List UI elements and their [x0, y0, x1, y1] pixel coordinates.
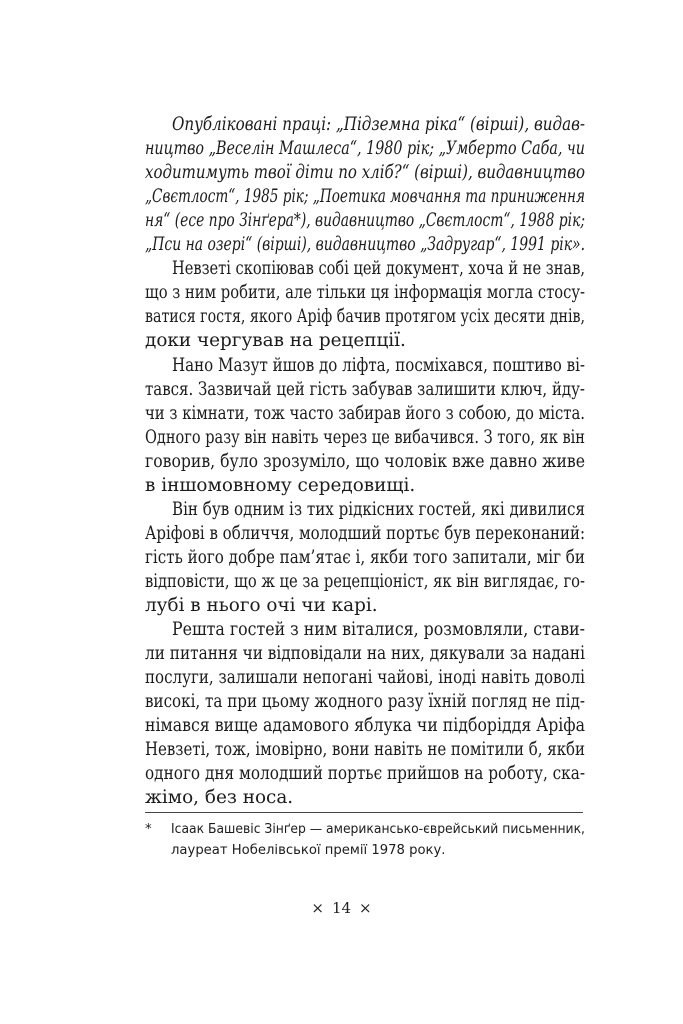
- line-text: послуги, залишали непогані чайові, іноді навіть доволі: [145, 667, 585, 688]
- line-text: високі, та при цьому жодного разу їхній погляд не під-: [145, 691, 585, 712]
- line-text: жімо, без носа.: [145, 787, 294, 808]
- text-line: [0, 450, 683, 474]
- text-line: [0, 642, 683, 666]
- text-line: [0, 426, 683, 450]
- text-line: [0, 257, 683, 281]
- footnote-text: лауреат Нобелівської премії 1978 року.: [171, 843, 446, 858]
- line-text: гість його добре пам’ятає і, якби того запитали, міг би: [145, 547, 586, 568]
- page-number-block: [0, 896, 683, 920]
- line-text: ватися гостя, якого Аріф бачив протягом усіх десяти днів,: [145, 306, 586, 327]
- footnote-line: [0, 841, 683, 861]
- text-line: [0, 305, 683, 329]
- line-text: лубі в нього очі чи карі.: [145, 595, 378, 616]
- text-line: [0, 474, 683, 498]
- line-text: Невзеті, тож, імовірно, вони навіть не помітили б, якби: [145, 739, 586, 760]
- text-line: [0, 281, 683, 305]
- footnote-line: [0, 820, 683, 840]
- line-text: Нано Мазут йшов до ліфта, посміхався, поштиво ві-: [172, 355, 585, 376]
- text-line: [0, 762, 683, 786]
- text-line: [0, 666, 683, 690]
- line-text: тався. Зазвичай цей гість забував залишити ключ, йду-: [145, 379, 585, 400]
- line-text: ходитимуть твої діти по хліб?“ (вірші), видавництво: [145, 162, 586, 183]
- text-line: [0, 522, 683, 546]
- line-text: Він був одним із тих рідкісних гостей, які дивилися: [172, 499, 585, 520]
- footnote-marker: *: [145, 822, 152, 837]
- line-text: Аріфові в обличчя, молодший портьє був переконаний:: [145, 523, 586, 544]
- text-line: [0, 786, 683, 810]
- line-text: одного дня молодший портьє прийшов на роботу, ска-: [145, 763, 585, 784]
- text-line: [0, 402, 683, 426]
- text-line: [0, 546, 683, 570]
- text-line: [0, 618, 683, 642]
- text-line: [0, 209, 683, 233]
- line-text: ня“ (есе про Зінґера*), видавництво „Свєтлост“, 1988 рік;: [145, 210, 586, 231]
- text-line: [0, 378, 683, 402]
- line-text: Невзеті скопіював собі цей документ, хоча й не знав,: [172, 258, 585, 279]
- text-line: [0, 714, 683, 738]
- line-text: ництво „Веселін Машлеса“, 1980 рік; „Умберто Саба, чи: [145, 138, 586, 159]
- line-text: що з ним робити, але тільки ця інформація могла стосу-: [145, 282, 586, 303]
- text-line: [0, 570, 683, 594]
- footnote-text: Ісаак Башевіс Зінґер — американсько-єврейський письменник,: [171, 822, 585, 837]
- folio-ornament-left: ×: [311, 899, 324, 917]
- line-text: Опубліковані праці: „Підземна ріка“ (вірші), видав-: [172, 114, 586, 135]
- line-text: „Пси на озері“ (вірші), видавництво „Задругар“, 1991 рік».: [145, 234, 586, 255]
- text-line: [0, 329, 683, 353]
- text-line: [0, 738, 683, 762]
- line-text: в іншомовному середовищі.: [145, 475, 416, 496]
- line-text: чи з кімнати, тож часто забирав його з собою, до міста.: [145, 403, 586, 424]
- line-text: Решта гостей з ним віталися, розмовляли, стави-: [172, 619, 586, 640]
- text-line: [0, 161, 683, 185]
- text-line: [0, 594, 683, 618]
- footnote-divider: [145, 812, 583, 813]
- line-text: німався вище адамового яблука чи підборіддя Аріфа: [145, 715, 585, 736]
- line-text: доки чергував на рецепції.: [145, 330, 406, 351]
- text-line: [0, 354, 683, 378]
- line-text: говорив, було зрозуміло, що чоловік вже давно живе: [145, 451, 586, 472]
- text-line: [0, 113, 683, 137]
- text-line: [0, 137, 683, 161]
- line-text: ли питання чи відповідали на них, дякували за надані: [145, 643, 585, 664]
- text-line: [0, 233, 683, 257]
- text-line: [0, 690, 683, 714]
- line-text: відповісти, що ж це за рецепціоніст, як він виглядає, го-: [145, 571, 585, 592]
- folio-ornament-right: ×: [359, 899, 372, 917]
- line-text: Одного разу він навіть через це вибачився. З того, як він: [145, 427, 585, 448]
- page-number: 14: [331, 899, 352, 917]
- text-line: [0, 498, 683, 522]
- text-line: [0, 185, 683, 209]
- line-text: „Свєтлост“, 1985 рік; „Поетика мовчання та приниження: [145, 186, 585, 207]
